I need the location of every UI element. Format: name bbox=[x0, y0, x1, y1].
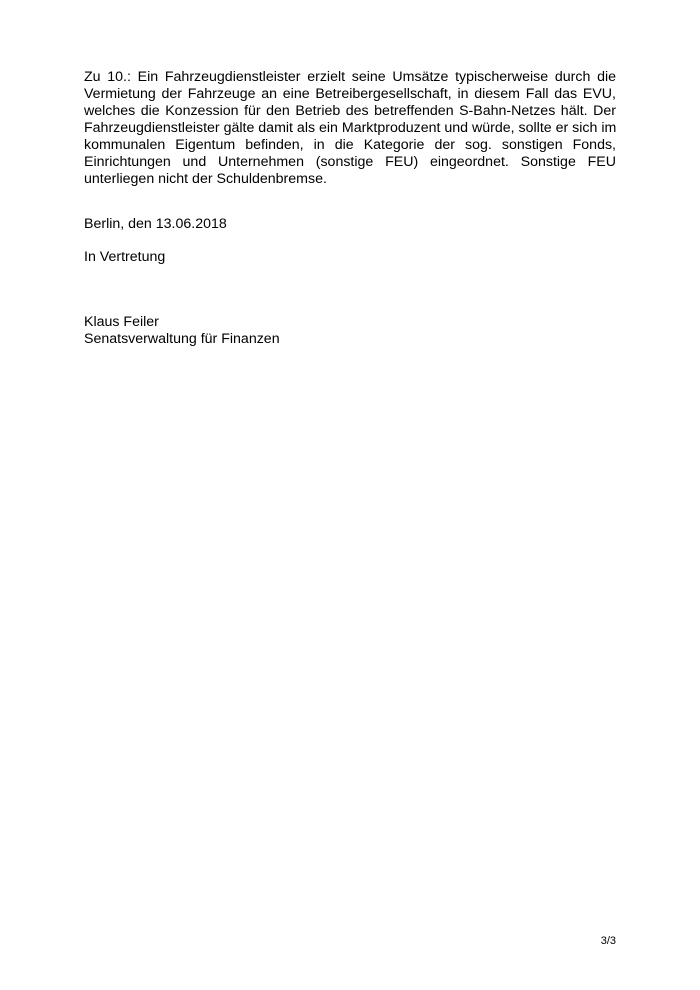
paragraph-line: kommunalen Eigentum befinden, in die Kategorie der sog. sonstigen Fonds, bbox=[84, 137, 616, 153]
paragraph-line: Zu 10.: Ein Fahrzeugdienstleister erzielt seine Umsätze typischerweise durch die bbox=[84, 69, 616, 85]
signer-department: Senatsverwaltung für Finanzen bbox=[84, 331, 280, 347]
paragraph-line: Einrichtungen und Unternehmen (sonstige FEU) eingeordnet. Sonstige FEU bbox=[84, 154, 616, 170]
place-date: Berlin, den 13.06.2018 bbox=[84, 216, 227, 232]
signer-name: Klaus Feiler bbox=[84, 314, 159, 330]
paragraph-line: unterliegen nicht der Schuldenbremse. bbox=[84, 171, 327, 187]
answer-paragraph bbox=[84, 69, 616, 188]
paragraph-line: Vermietung der Fahrzeuge an eine Betreibergesellschaft, in diesem Fall das EVU, bbox=[84, 86, 616, 102]
paragraph-line: welches die Konzession für den Betrieb des betreffenden S-Bahn-Netzes hält. Der bbox=[84, 103, 616, 119]
representation-note: In Vertretung bbox=[84, 249, 166, 265]
page-number: 3/3 bbox=[600, 935, 616, 947]
paragraph-line: Fahrzeugdienstleister gälte damit als ein Marktproduzent und würde, sollte er sich im bbox=[84, 120, 617, 136]
